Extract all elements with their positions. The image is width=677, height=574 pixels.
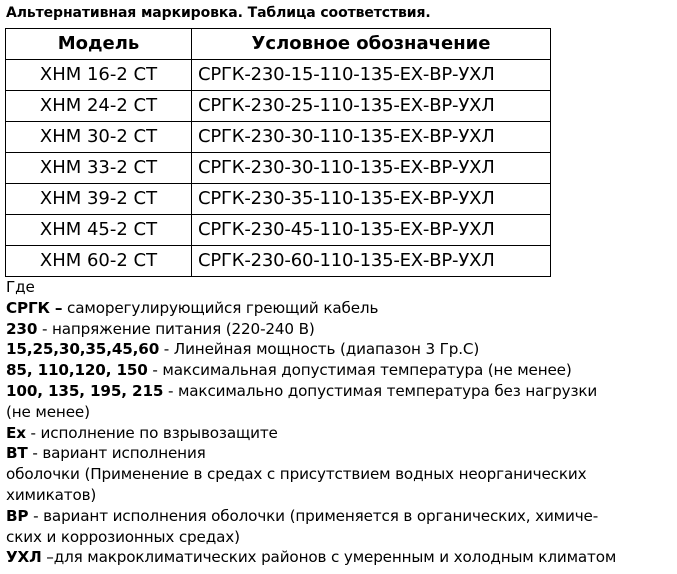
- model-cell: ХНМ 45-2 СТ: [6, 215, 192, 246]
- model-cell: ХНМ 30-2 СТ: [6, 122, 192, 153]
- column-header-model: Модель: [6, 29, 192, 60]
- model-cell: ХНМ 24-2 СТ: [6, 91, 192, 122]
- legend-text: - вариант исполнения: [27, 444, 206, 463]
- legend-item: [6, 381, 674, 402]
- legend-text: - максимальная допустимая температура (не менее): [147, 361, 572, 380]
- table-heading: Альтернативная маркировка. Таблица соответствия.: [6, 5, 431, 21]
- designation-cell: СРГК-230-15-110-135-ЕХ-ВР-УХЛ: [192, 60, 551, 91]
- legend-term: 85, 110,120, 150: [6, 361, 148, 380]
- designation-cell: СРГК-230-25-110-135-ЕХ-ВР-УХЛ: [192, 91, 551, 122]
- legend-text: саморегулирующийся греющий кабель: [62, 298, 379, 317]
- legend-item: [6, 464, 674, 485]
- legend-item: [6, 339, 674, 360]
- legend-text: - исполнение по взрывозащите: [25, 423, 278, 442]
- legend-text: - Линейная мощность (диапазон 3 Гр.С): [159, 340, 480, 359]
- table-row: [6, 60, 551, 91]
- legend-term: 230: [6, 319, 38, 338]
- legend-text: –для макроклиматических районов с умеренным и холодным климатом: [41, 548, 617, 567]
- table-header-row: [6, 29, 551, 60]
- legend-term: УХЛ: [6, 548, 42, 567]
- model-cell: ХНМ 33-2 СТ: [6, 153, 192, 184]
- legend-item: [6, 298, 674, 319]
- designation-cell: СРГК-230-30-110-135-ЕХ-ВР-УХЛ: [192, 153, 551, 184]
- legend-term: ВТ: [6, 444, 28, 463]
- table-row: [6, 91, 551, 122]
- legend-text: - максимально допустимая температура без нагрузки: [163, 381, 598, 400]
- legend-text: - напряжение питания (220-240 В): [37, 319, 315, 338]
- legend-block: [6, 277, 674, 568]
- legend-item: [6, 485, 674, 506]
- table-row: [6, 246, 551, 277]
- legend-item: [6, 547, 674, 568]
- legend-term: 15,25,30,35,45,60: [6, 340, 160, 359]
- legend-item: [6, 402, 674, 423]
- table-row: [6, 153, 551, 184]
- designation-cell: СРГК-230-35-110-135-ЕХ-ВР-УХЛ: [192, 184, 551, 215]
- legend-item: [6, 319, 674, 340]
- legend-item: [6, 506, 674, 527]
- legend-item: [6, 360, 674, 381]
- column-header-designation: Условное обозначение: [192, 29, 551, 60]
- legend-term: Ex: [6, 423, 26, 442]
- table-row: [6, 122, 551, 153]
- model-cell: ХНМ 16-2 СТ: [6, 60, 192, 91]
- legend-term: 100, 135, 195, 215: [6, 381, 164, 400]
- legend-text: химикатов): [6, 485, 97, 504]
- marking-table: [5, 28, 551, 277]
- legend-item: [6, 527, 674, 548]
- legend-term: ВР: [6, 506, 29, 525]
- legend-text: - вариант исполнения оболочки (применяется в органических, химиче-: [28, 506, 599, 525]
- legend-text: (не менее): [6, 402, 90, 421]
- legend-text: оболочки (Применение в средах с присутствием водных неорганических: [6, 465, 587, 484]
- designation-cell: СРГК-230-45-110-135-ЕХ-ВР-УХЛ: [192, 215, 551, 246]
- legend-item: [6, 423, 674, 444]
- legend-text: ских и коррозионных средах): [6, 527, 240, 546]
- table-row: [6, 184, 551, 215]
- model-cell: ХНМ 39-2 СТ: [6, 184, 192, 215]
- table-row: [6, 215, 551, 246]
- legend-item: [6, 443, 674, 464]
- designation-cell: СРГК-230-60-110-135-ЕХ-ВР-УХЛ: [192, 246, 551, 277]
- legend-term: СРГК –: [6, 298, 63, 317]
- legend-intro: Где: [6, 278, 35, 296]
- model-cell: ХНМ 60-2 СТ: [6, 246, 192, 277]
- designation-cell: СРГК-230-30-110-135-ЕХ-ВР-УХЛ: [192, 122, 551, 153]
